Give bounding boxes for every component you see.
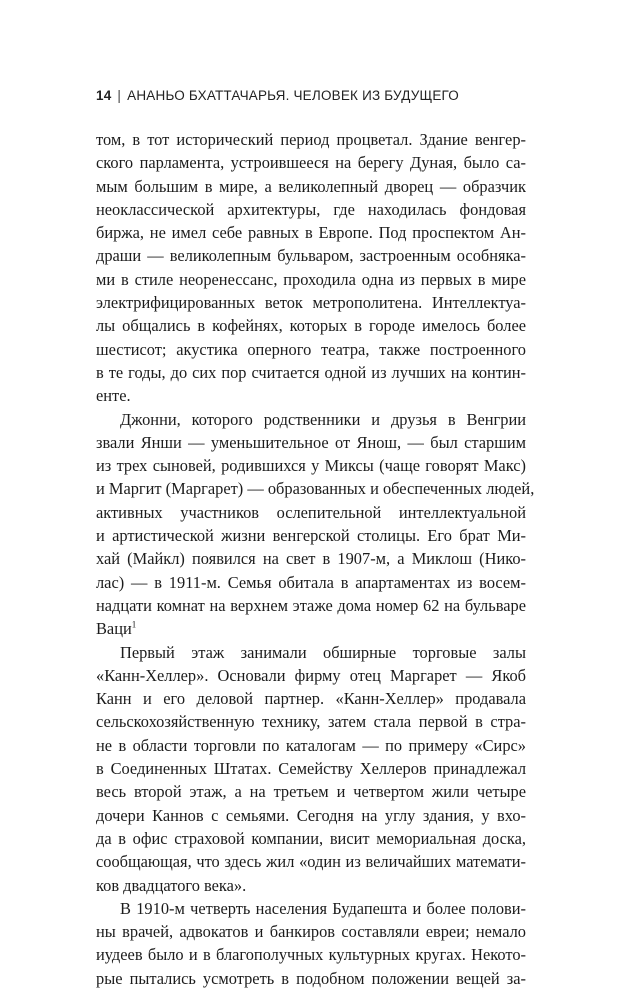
text-line: активных участников ослепительной интеллектуальной [96, 502, 526, 522]
text-line: в Соединенных Штатах. Семейству Хеллеров принадлежал [96, 759, 526, 779]
text-line: том, в тот исторический период процветал. Здание венгер- [96, 130, 526, 149]
text-line: Джонни, которого родственники и друзья в Венгрии [120, 409, 526, 429]
text-line: из трех сыновей, родившихся у Миксы (чаще говорят Макс) [96, 456, 526, 476]
text-line: электрифицированных веток метрополитена. Интеллектуа- [96, 293, 526, 313]
text-line: рые пытались усмотреть в подобном положении вещей за- [96, 968, 526, 988]
text-line: лас) — в 1911-м. Семья обитала в апартаментах из восем- [96, 572, 526, 592]
text-line: и артистической жизни венгерской столицы. Его брат Ми- [96, 526, 526, 546]
footnote-reference: 1 [131, 619, 137, 630]
text-line: лы общались в кофейнях, которых в городе имелось более [96, 316, 526, 336]
text-fragment: Ваци [96, 619, 132, 639]
text-line: хай (Майкл) появился на свет в 1907-м, а Миклош (Нико- [96, 549, 526, 569]
text-line: В 1910-м четверть населения Будапешта и более полови- [120, 898, 526, 918]
text-line: ков двадцатого века». [96, 875, 247, 895]
text-line: драши — великолепным бульваром, застроенным особняка- [96, 246, 526, 266]
text-line: енте. [96, 386, 131, 406]
page-number: 14 [96, 88, 112, 103]
text-line: дочери Каннов с семьями. Сегодня на углу здания, у вхо- [96, 805, 526, 825]
header-separator: | [117, 88, 122, 103]
text-line: в те годы, до сих пор считается одной из лучших на контин- [96, 362, 526, 382]
text-line: и Маргит (Маргарет) — образованных и обеспеченных людей, [96, 479, 535, 499]
text-line: да в офис страховой компании, висит мемориальная доска, [96, 828, 526, 848]
text-line: мым большим в мире, а великолепный дворец — образчик [96, 176, 526, 196]
text-line: ны врачей, адвокатов и банкиров составляли евреи; немало [96, 922, 526, 942]
text-line: шестисот; акустика оперного театра, также построенного [96, 339, 526, 359]
text-line: звали Янши — уменьшительное от Янош, — был старшим [96, 432, 526, 452]
text-line: ми в стиле неоренессанс, проходила одна из первых в мире [96, 269, 526, 289]
text-line-with-footnote [96, 617, 526, 640]
text-line: неоклассической архитектуры, где находилась фондовая [96, 199, 526, 219]
text-line: надцати комнат на верхнем этаже дома номер 62 на бульваре [96, 595, 526, 615]
text-line: ского парламента, устроившееся на берегу Дуная, было са- [96, 153, 526, 173]
body-text [96, 128, 535, 990]
text-line: не в области торговли по каталогам — по примеру «Сирс» [96, 735, 526, 755]
text-line: биржа, не имел себе равных в Европе. Под проспектом Ан- [96, 223, 526, 243]
running-title: АНАНЬО БХАТТАЧАРЬЯ. ЧЕЛОВЕК ИЗ БУДУЩЕГО [127, 88, 459, 103]
text-line: сообщающая, что здесь жил «один из величайших математи- [96, 852, 526, 872]
text-line: Канн и его деловой партнер. «Канн-Хеллер» продавала [96, 689, 526, 709]
text-line: «Канн-Хеллер». Основали фирму отец Маргарет — Якоб [96, 665, 526, 685]
text-line: Первый этаж занимали обширные торговые залы [120, 642, 526, 662]
text-line: иудеев было и в благополучных культурных кругах. Некото- [96, 945, 526, 965]
text-line: весь второй этаж, а на третьем и четвертом жили четыре [96, 782, 526, 802]
text-line: сельскохозяйственную технику, затем стала первой в стра- [96, 712, 526, 732]
running-header [96, 88, 459, 103]
